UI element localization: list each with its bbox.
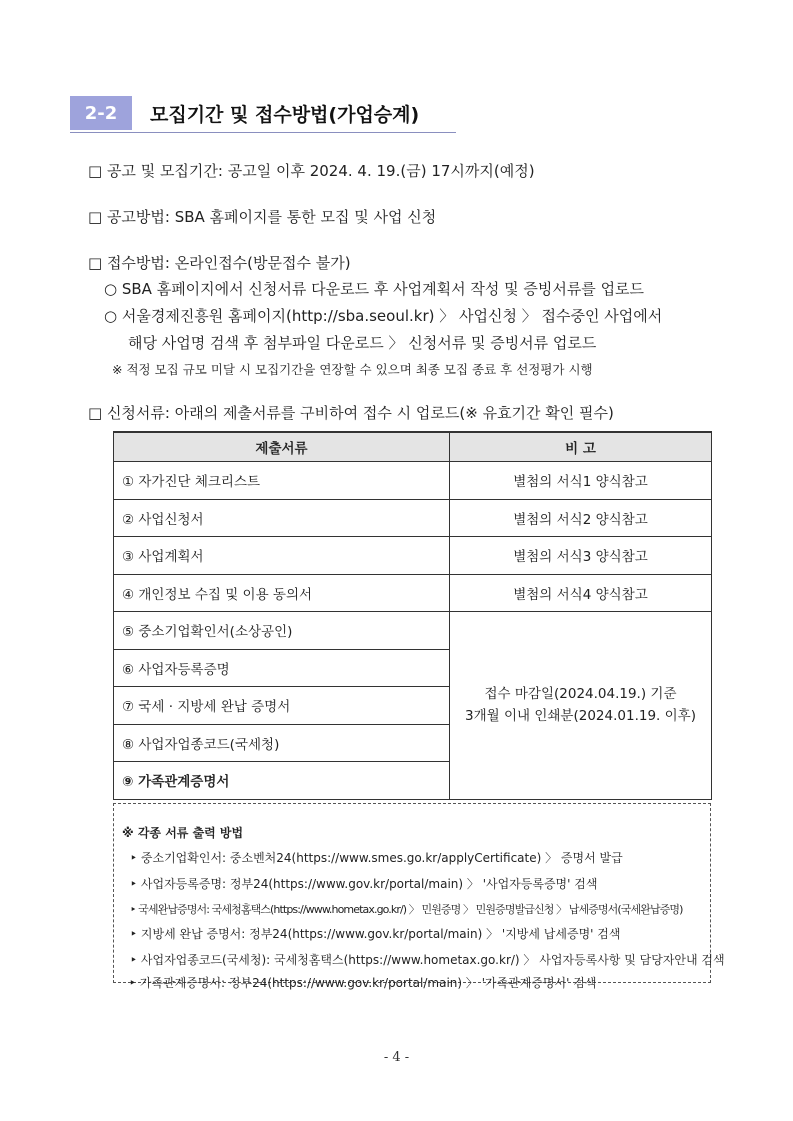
doc-cell: ⑥ 사업자등록증명 xyxy=(114,649,450,687)
apply-sub-item-2: ○ 서울경제진흥원 홈페이지(http://sba.seoul.kr) 〉 사업신청 〉 접수중인 사업에서 xyxy=(104,307,663,325)
table-row xyxy=(114,499,712,537)
doc-cell: ⑦ 국세 · 지방세 완납 증명서 xyxy=(114,687,450,725)
table-row xyxy=(114,537,712,575)
doc-cell: ⑨ 가족관계증명서 xyxy=(114,762,450,800)
documents-table xyxy=(113,431,712,800)
table-header-note: 비 고 xyxy=(450,432,712,462)
merged-note-cell xyxy=(450,612,712,800)
doc-cell: ④ 개인정보 수집 및 이용 동의서 xyxy=(114,574,450,612)
section-header xyxy=(70,96,456,133)
guide-item: ‣ 가족관계증명서: 정부24(https://www.gov.kr/portal/main) 〉 '가족관계증명서' 검색 xyxy=(129,976,597,990)
apply-sub-item-2-cont: 해당 사업명 검색 후 첨부파일 다운로드 〉 신청서류 및 증빙서류 업로드 xyxy=(128,334,597,352)
guide-item: ‣ 국세완납증명서: 국세청홈택스(https://www.hometax.go.kr/) 〉 민원증명 〉 민원증명발급신청 〉 납세증명서(국세완납증명) xyxy=(130,903,683,916)
section-title: 모집기간 및 접수방법(가업승계) xyxy=(150,104,420,126)
doc-cell: ⑤ 중소기업확인서(소상공인) xyxy=(114,612,450,650)
merged-note-line-1: 접수 마감일(2024.04.19.) 기준 xyxy=(484,686,677,703)
recruit-period: □ 공고 및 모집기간: 공고일 이후 2024. 4. 19.(금) 17시까지(예정) xyxy=(88,162,535,180)
doc-cell: ② 사업신청서 xyxy=(114,499,450,537)
guide-item: ‣ 중소기업확인서: 중소벤처24(https://www.smes.go.kr/applyCertificate) 〉 증명서 발급 xyxy=(130,851,623,865)
doc-cell: ③ 사업계획서 xyxy=(114,537,450,575)
apply-note: ※ 적정 모집 규모 미달 시 모집기간을 연장할 수 있으며 최종 모집 종료 후 선정평가 시행 xyxy=(112,362,593,377)
announce-method: □ 공고방법: SBA 홈페이지를 통한 모집 및 사업 신청 xyxy=(88,208,437,226)
table-row xyxy=(114,462,712,500)
note-cell: 별첨의 서식3 양식참고 xyxy=(450,537,712,575)
section-number: 2-2 xyxy=(70,96,132,130)
required-docs: □ 신청서류: 아래의 제출서류를 구비하여 접수 시 업로드(※ 유효기간 확인 필수) xyxy=(88,404,614,422)
guide-item: ‣ 지방세 완납 증명서: 정부24(https://www.gov.kr/portal/main) 〉 '지방세 납세증명' 검색 xyxy=(130,927,621,941)
guide-item: ‣ 사업자등록증명: 정부24(https://www.gov.kr/portal/main) 〉 '사업자등록증명' 검색 xyxy=(130,877,598,891)
note-cell: 별첨의 서식1 양식참고 xyxy=(450,462,712,500)
table-row xyxy=(114,574,712,612)
apply-sub-item-1: ○ SBA 홈페이지에서 신청서류 다운로드 후 사업계획서 작성 및 증빙서류를 업로드 xyxy=(104,280,645,298)
table-row xyxy=(114,612,712,650)
page-number: - 4 - xyxy=(383,1050,410,1065)
table-header-row xyxy=(114,432,712,462)
merged-note-line-2: 3개월 이내 인쇄분(2024.01.19. 이후) xyxy=(465,708,696,725)
doc-cell: ① 자가진단 체크리스트 xyxy=(114,462,450,500)
note-cell: 별첨의 서식4 양식참고 xyxy=(450,574,712,612)
table-header-docs: 제출서류 xyxy=(114,432,450,462)
guide-title: ※ 각종 서류 출력 방법 xyxy=(122,826,244,840)
note-cell: 별첨의 서식2 양식참고 xyxy=(450,499,712,537)
guide-item: ‣ 사업자업종코드(국세청): 국세청홈택스(https://www.hometax.go.kr/) 〉 사업자등록사항 및 담당자안내 검색 xyxy=(130,953,725,967)
apply-method: □ 접수방법: 온라인접수(방문접수 불가) xyxy=(88,254,351,272)
doc-cell: ⑧ 사업자업종코드(국세청) xyxy=(114,724,450,762)
print-guide-box xyxy=(113,803,725,983)
